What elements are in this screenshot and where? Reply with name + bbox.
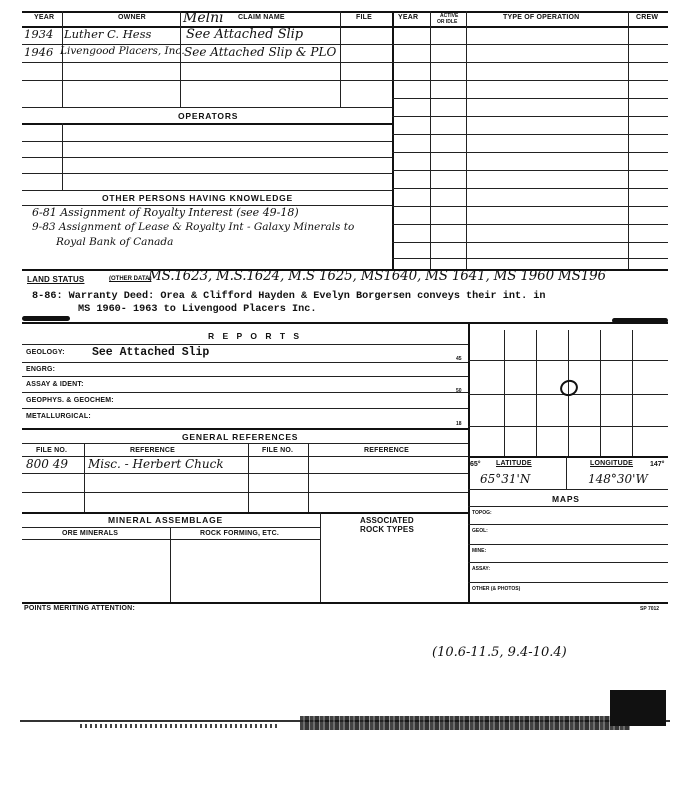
other-persons-label: OTHER PERSONS HAVING KNOWLEDGE: [102, 193, 294, 203]
scan-artifact-band: [20, 712, 670, 742]
latitude-value: 65°31'N: [480, 472, 531, 486]
geology-label: GEOLOGY:: [26, 349, 65, 356]
header-file: FILE: [356, 14, 372, 21]
ref-reference: REFERENCE: [130, 447, 175, 454]
ref-reference-2: REFERENCE: [364, 447, 409, 454]
header-year-2: YEAR: [398, 14, 419, 21]
row-number-50: 50: [456, 388, 462, 394]
assay-label: ASSAY & IDENT:: [26, 381, 84, 388]
rock-forming-label: ROCK FORMING, ETC.: [200, 530, 280, 537]
map-geol: GEOL:: [472, 528, 488, 534]
land-status-label: LAND STATUS: [27, 275, 85, 284]
ref-file-no-2: FILE NO.: [262, 447, 294, 454]
header-type-of-operation: TYPE OF OPERATION: [503, 14, 580, 21]
land-status-typed-2: MS 1960- 1963 to Livengood Placers Inc.: [78, 304, 317, 315]
map-assay: ASSAY:: [472, 566, 491, 572]
header-active: ACTIVE: [440, 13, 459, 19]
header-or-idle: OR IDLE: [437, 19, 458, 25]
header-year: YEAR: [34, 14, 55, 21]
ore-minerals-label: ORE MINERALS: [62, 530, 119, 537]
longitude-label: LONGITUDE: [590, 460, 634, 467]
map-topog: TOPOG:: [472, 510, 492, 516]
header-claim-name: CLAIM NAME: [238, 14, 285, 21]
geophys-label: GEOPHYS. & GEOCHEM:: [26, 397, 114, 404]
header-crew: CREW: [636, 14, 659, 21]
metallurgical-label: METALLURGICAL:: [26, 413, 91, 420]
owner-year: 1946: [24, 45, 54, 59]
map-mine: MINE:: [472, 548, 487, 554]
engrg-label: ENGRG:: [26, 366, 56, 373]
longitude-value: 148°30'W: [588, 472, 648, 486]
location-circle-mark: [558, 377, 580, 398]
reports-title: R E P O R T S: [208, 331, 303, 341]
map-other: OTHER (& PHOTOS): [472, 586, 521, 592]
owner-name: Livengood Placers, Inc.: [60, 45, 185, 57]
other-person-entry: 6-81 Assignment of Royalty Interest (see 49-18): [32, 206, 299, 219]
operators-label: OPERATORS: [178, 111, 239, 121]
claim-name: See Attached Slip: [186, 27, 304, 42]
land-status-sub: (OTHER DATA): [109, 276, 152, 282]
scan-smudge: [22, 316, 70, 321]
other-person-entry-cont: Royal Bank of Canada: [56, 236, 174, 248]
land-status-handwritten: MS.1623, M.S.1624, M.S 1625, MS1640, MS 1641, MS 1960 MS196: [148, 268, 606, 284]
owner-name: Luther C. Hess: [64, 27, 152, 41]
ref-row-reference: Misc. - Herbert Chuck: [88, 457, 224, 471]
longitude-prefix: 147°: [650, 461, 665, 468]
row-number-18: 18: [456, 421, 462, 427]
general-references-title: GENERAL REFERENCES: [182, 432, 299, 442]
form-number: SP 7012: [640, 606, 660, 612]
associated-line-2: ROCK TYPES: [360, 525, 415, 534]
mineral-assemblage-title: MINERAL ASSEMBLAGE: [108, 515, 223, 525]
land-status-typed-1: 8-86: Warranty Deed: Orea & Clifford Hayden & Evelyn Borgersen conveys their int. in: [32, 291, 546, 302]
owner-year: 1934: [24, 27, 54, 41]
handwritten-top-note: Melni: [183, 10, 224, 26]
other-person-entry: 9-83 Assignment of Lease & Royalty Int - Galaxy Minerals to: [32, 221, 355, 233]
ref-row-file: 800 49: [26, 457, 68, 471]
claim-name: See Attached Slip & PLO: [184, 45, 337, 59]
geology-value: See Attached Slip: [92, 346, 210, 359]
latitude-prefix: 65°: [470, 461, 481, 468]
maps-label: MAPS: [552, 494, 580, 504]
associated-line-1: ASSOCIATED: [360, 516, 414, 525]
latitude-label: LATITUDE: [496, 460, 532, 467]
ref-file-no: FILE NO.: [36, 447, 68, 454]
header-owner: OWNER: [118, 14, 146, 21]
handwritten-bottom-note: (10.6-11.5, 9.4-10.4): [432, 645, 567, 660]
row-number-45: 45: [456, 356, 462, 362]
points-meriting-attention: POINTS MERITING ATTENTION:: [24, 605, 135, 612]
